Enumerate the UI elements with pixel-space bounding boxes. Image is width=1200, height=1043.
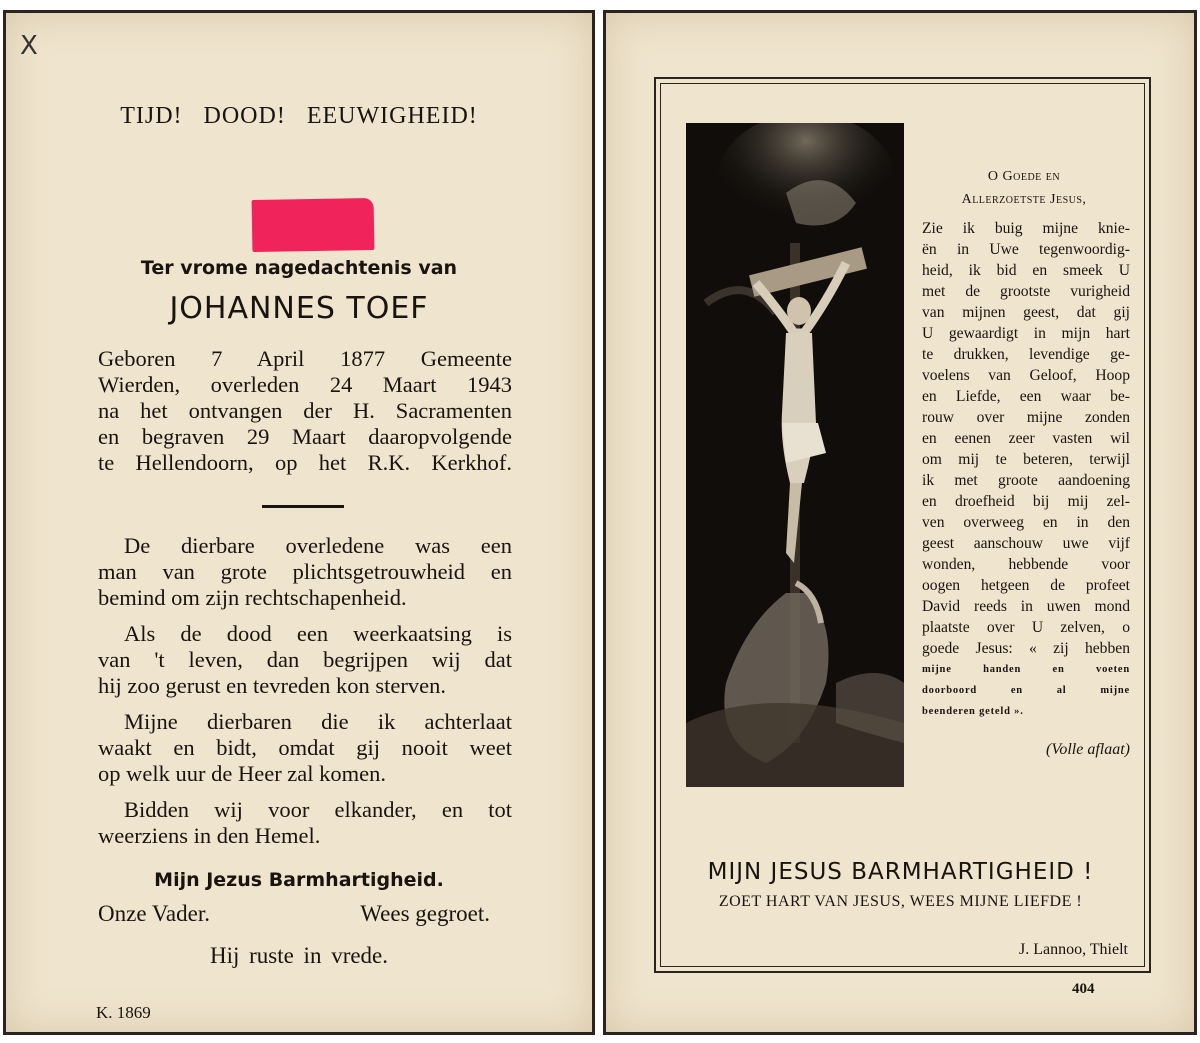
prayers <box>98 901 490 927</box>
page-number: 404 <box>1072 981 1095 997</box>
prayer-line: en Liefde, een waar be- <box>922 388 1130 405</box>
paragraph <box>98 797 512 849</box>
bio-line: Wierden, overleden 24 Maart 1943 <box>98 372 512 397</box>
prayer-wees-gegroet: Wees gegroet. <box>360 901 490 926</box>
text-line: Mijne dierbaren die ik achterlaat <box>124 709 512 734</box>
indulgence-note: (Volle aflaat) <box>1046 741 1130 758</box>
text-line: man van grote plichtsgetrouwheid en <box>98 559 512 584</box>
prayer-line-caps: mijne handen en voeten <box>922 664 1130 675</box>
prayer-line-caps: doorboord en al mijne <box>922 685 1130 696</box>
paragraph <box>98 533 512 611</box>
invocation-1: MIJN JESUS BARMHARTIGHEID ! <box>707 859 1094 885</box>
heading-line: O Goede en <box>987 169 1061 184</box>
text-line: hij zoo gerust en tevreden kon sterven. <box>98 673 447 698</box>
text-line: waakt en bidt, omdat gij nooit weet <box>98 735 512 760</box>
prayer-line: ën in Uwe tegenwoordig- <box>922 241 1130 258</box>
prayer-line: wonden, hebbende voor <box>922 556 1130 573</box>
text-line: bemind om zijn rechtschapenheid. <box>98 585 407 610</box>
paragraph <box>98 621 512 699</box>
invocation-2: ZOET HART VAN JESUS, WEES MIJNE LIEFDE ! <box>718 893 1083 910</box>
bio-line: Geboren 7 April 1877 Gemeente <box>98 346 512 371</box>
prayer-line: U gewaardigt in mijn hart <box>922 325 1130 342</box>
bio-line: en begraven 29 Maart daaropvolgende <box>98 424 512 449</box>
heading-line: Allerzoetste Jesus, <box>961 192 1087 207</box>
bio-line: te Hellendoorn, op het R.K. Kerkhof. <box>98 450 512 475</box>
text-line: De dierbare overledene was een <box>124 533 512 558</box>
prayer-line: heid, ik bid en smeek U <box>922 262 1130 279</box>
card-number: K. 1869 <box>96 1003 151 1022</box>
crucifixion-image <box>686 123 904 787</box>
prayer-line: oogen hetgeen de profeet <box>922 577 1130 594</box>
prayer-line: ik met groote aandoening <box>922 472 1130 489</box>
publisher: J. Lannoo, Thielt <box>1018 941 1128 958</box>
prayer-line: en droefheid bij mij zel- <box>922 493 1130 510</box>
prayer-line: van mijnen geest, dat gij <box>922 304 1130 321</box>
memorial-card-front <box>3 10 595 1035</box>
prayer-line: rouw over mijne zonden <box>922 409 1130 426</box>
rest-in-peace: Hij ruste in vrede. <box>209 943 389 968</box>
prayer-heading <box>916 165 1132 211</box>
paragraph <box>98 709 512 787</box>
prayer-title: Mijn Jezus Barmhartigheid. <box>154 869 444 891</box>
prayer-line: ven overweeg en in den <box>922 514 1130 531</box>
divider <box>262 505 344 508</box>
bio-line: na het ontvangen der H. Sacramenten <box>98 398 512 423</box>
deceased-name: JOHANNES TOEF <box>169 291 429 326</box>
text-line: Bidden wij voor elkander, en tot <box>124 797 512 822</box>
memorial-text <box>98 533 512 859</box>
text-line: weerziens in den Hemel. <box>98 823 321 848</box>
prayer-line-caps: beenderen geteld ». <box>922 706 1024 717</box>
prayer-line: met de grootste vurigheid <box>922 283 1130 300</box>
biography <box>98 346 512 476</box>
memorial-card-back <box>603 10 1197 1035</box>
prayer-line: en eenen zeer vasten wil <box>922 430 1130 447</box>
prayer-line: geest aanschouw uwe vijf <box>922 535 1130 552</box>
prayer-onze-vader: Onze Vader. <box>98 901 210 926</box>
crucifix-icon <box>686 123 904 787</box>
prayer-line: te drukken, levendige ge- <box>922 346 1130 363</box>
text-line: op welk uur de Heer zal komen. <box>98 761 387 786</box>
prayer-line: voelens van Geloof, Hoop <box>922 367 1130 384</box>
prayer-line: plaatste over U zelven, o <box>922 619 1130 636</box>
corner-mark: X <box>20 31 38 61</box>
prayer-line: om mij te beteren, terwijl <box>922 451 1130 468</box>
red-sticker <box>252 198 375 252</box>
text-line: van 't leven, dan begrijpen wij dat <box>98 647 512 672</box>
motto: TIJD! DOOD! EEUWIGHEID! <box>120 103 478 129</box>
prayer-line: Zie ik buig mijne knie- <box>922 220 1130 237</box>
prayer-body <box>922 218 1130 722</box>
intro-line: Ter vrome nagedachtenis van <box>140 257 458 279</box>
prayer-line: goede Jesus: « zij hebben <box>922 640 1130 657</box>
text-line: Als de dood een weerkaatsing is <box>124 621 512 646</box>
prayer-line: David reeds in uwen mond <box>922 598 1130 615</box>
